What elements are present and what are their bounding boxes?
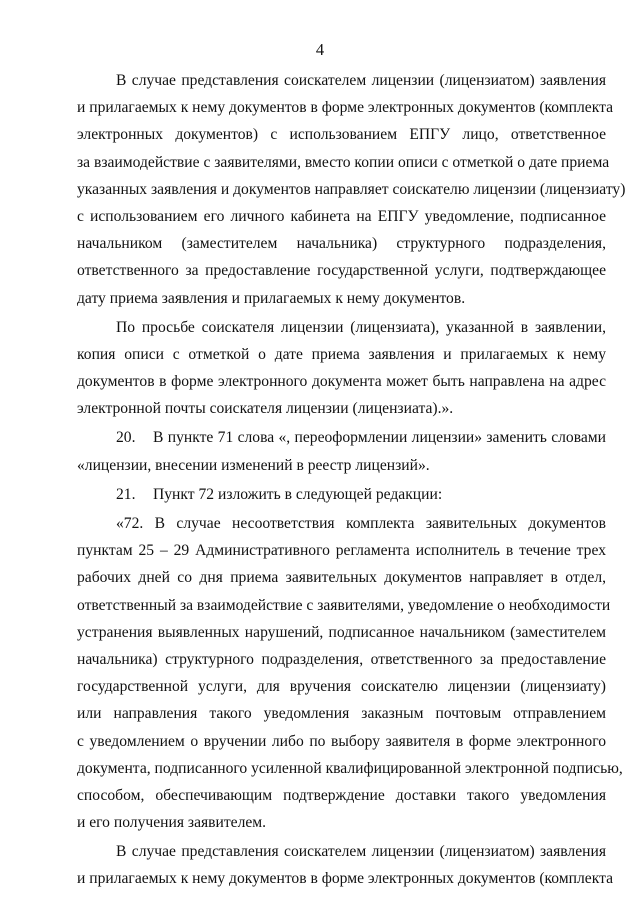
paragraph: [77, 510, 623, 836]
item-number: 21.: [116, 485, 136, 503]
text-line: ответственного за предоставление государственной услуги, подтверждающее: [77, 262, 606, 280]
text-line: и прилагаемых к нему документов в форме электронных документов (комплекта: [77, 870, 614, 888]
text-line: В случае представления соискателем лицензии (лицензиатом) заявления: [116, 843, 606, 861]
text-line: документов в форме электронного документа может быть направлена на адрес: [77, 373, 606, 391]
text-line: По просьбе соискателя лицензии (лицензиата), указанной в заявлении,: [116, 318, 606, 336]
text-line: электронной почты соискателя лицензии (лицензиата).».: [77, 400, 454, 418]
text-line: рабочих дней со дня приема заявительных документов направляет в отдел,: [77, 569, 606, 587]
text-line: начальника) структурного подразделения, ответственного за предоставление: [77, 650, 606, 668]
item-number: 20.: [116, 429, 136, 447]
text-line: копия описи с отметкой о дате приема заявления и прилагаемых к нему: [77, 345, 606, 363]
numbered-paragraph: [77, 424, 606, 478]
numbered-paragraph: [77, 481, 606, 508]
text-line: ответственный за взаимодействие с заявителями, уведомление о необходимости: [77, 596, 611, 614]
text-line: указанных заявления и документов направляет соискателю лицензии (лицензиату): [77, 180, 626, 198]
page-number: 4: [315, 40, 325, 59]
text-line: В случае представления соискателем лицензии (лицензиатом) заявления: [116, 72, 606, 89]
text-line: способом, обеспечивающим подтверждение доставки такого уведомления: [77, 786, 606, 804]
text-line: устранения выявленных нарушений, подписанное начальником (заместителем: [77, 623, 606, 641]
text-line: документа, подписанного усиленной квалифицированной электронной подписью,: [77, 759, 623, 777]
text-line: пунктам 25 – 29 Административного регламента исполнитель в течение трех: [77, 542, 606, 560]
item-text: В пункте 71 слова «, переоформлении лицензии» заменить словами: [153, 429, 606, 447]
text-line: государственной услуги, для вручения соискателю лицензии (лицензиату): [77, 678, 606, 696]
text-line: [77, 424, 606, 451]
text-line: дату приема заявления и прилагаемых к нему документов.: [77, 289, 466, 307]
item-text: Пункт 72 изложить в следующей редакции:: [153, 485, 443, 503]
paragraph: [77, 67, 626, 312]
text-line: с уведомлением о вручении либо по выбору заявителя в форме электронного: [77, 732, 606, 750]
text-line: «72. В случае несоответствия комплекта заявительных документов: [116, 515, 606, 532]
text-line: начальником (заместителем начальника) структурного подразделения,: [77, 235, 606, 253]
text-line: «лицензии, внесении изменений в реестр лицензий».: [77, 456, 430, 474]
paragraph: [77, 838, 614, 892]
text-line: и прилагаемых к нему документов в форме электронных документов (комплекта: [77, 99, 614, 117]
text-line: и его получения заявителем.: [77, 814, 267, 832]
text-line: электронных документов) с использованием ЕПГУ лицо, ответственное: [77, 126, 606, 144]
text-line: с использованием его личного кабинета на ЕПГУ уведомление, подписанное: [77, 207, 606, 225]
document-body: [77, 67, 626, 893]
text-line: за взаимодействие с заявителями, вместо копии описи с отметкой о дате приема: [77, 153, 610, 171]
text-line: или направления такого уведомления заказным почтовым отправлением: [77, 705, 606, 723]
paragraph: [77, 314, 606, 423]
text-line: [77, 481, 606, 508]
